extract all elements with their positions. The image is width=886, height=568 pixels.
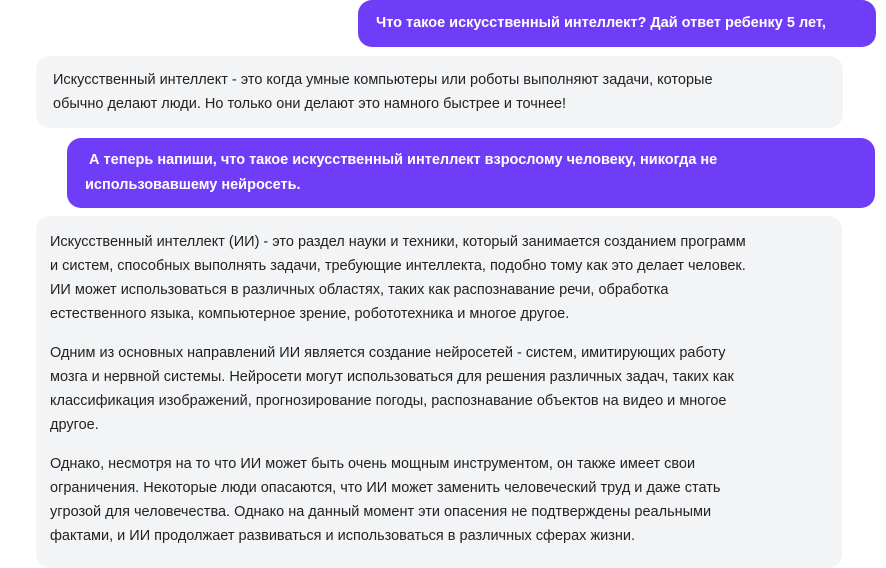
user-message	[67, 138, 875, 208]
message-paragraph	[50, 452, 826, 548]
message-line: Искусственный интеллект (ИИ) - это раздел науки и техники, который занимается созданием программ	[50, 234, 746, 250]
message-paragraph	[50, 341, 826, 437]
user-message	[358, 0, 876, 47]
message-line: ИИ может использоваться в различных областях, таких как распознавание речи, обработка	[50, 282, 669, 298]
message-line: Однако, несмотря на то что ИИ может быть очень мощным инструментом, он также имеет свои	[50, 456, 696, 472]
message-line: обычно делают люди. Но только они делают это намного быстрее и точнее!	[53, 96, 567, 112]
assistant-message	[36, 56, 843, 128]
message-line: угрозой для человечества. Однако на данный момент эти опасения не подтверждены реальными	[50, 504, 712, 520]
message-line: А теперь напиши, что такое искусственный интеллект взрослому человеку, никогда не	[85, 152, 718, 168]
message-line: Одним из основных направлений ИИ является создание нейросетей - систем, имитирующих работу	[50, 345, 726, 361]
message-line: другое.	[50, 417, 99, 433]
message-line: Искусственный интеллект - это когда умные компьютеры или роботы выполняют задачи, которые	[53, 72, 713, 88]
message-line: фактами, и ИИ продолжает развиваться и использоваться в различных сферах жизни.	[50, 528, 636, 544]
message-paragraph	[50, 230, 826, 326]
message-line: ограничения. Некоторые люди опасаются, что ИИ может заменить человеческий труд и даже стать	[50, 480, 721, 496]
message-line: мозга и нервной системы. Нейросети могут использоваться для решения различных задач, таких как	[50, 369, 734, 385]
assistant-message	[36, 216, 842, 568]
message-line: Что такое искусственный интеллект? Дай ответ ребенку 5 лет,	[376, 15, 826, 31]
message-line: естественного языка, компьютерное зрение, робототехника и многое другое.	[50, 306, 570, 322]
message-line: использовавшему нейросеть.	[85, 177, 301, 193]
message-line: классификация изображений, прогнозирование погоды, распознавание объектов на видео и многое	[50, 393, 727, 409]
message-line: и систем, способных выполнять задачи, требующие интеллекта, подобно тому как это делает человек.	[50, 258, 746, 274]
